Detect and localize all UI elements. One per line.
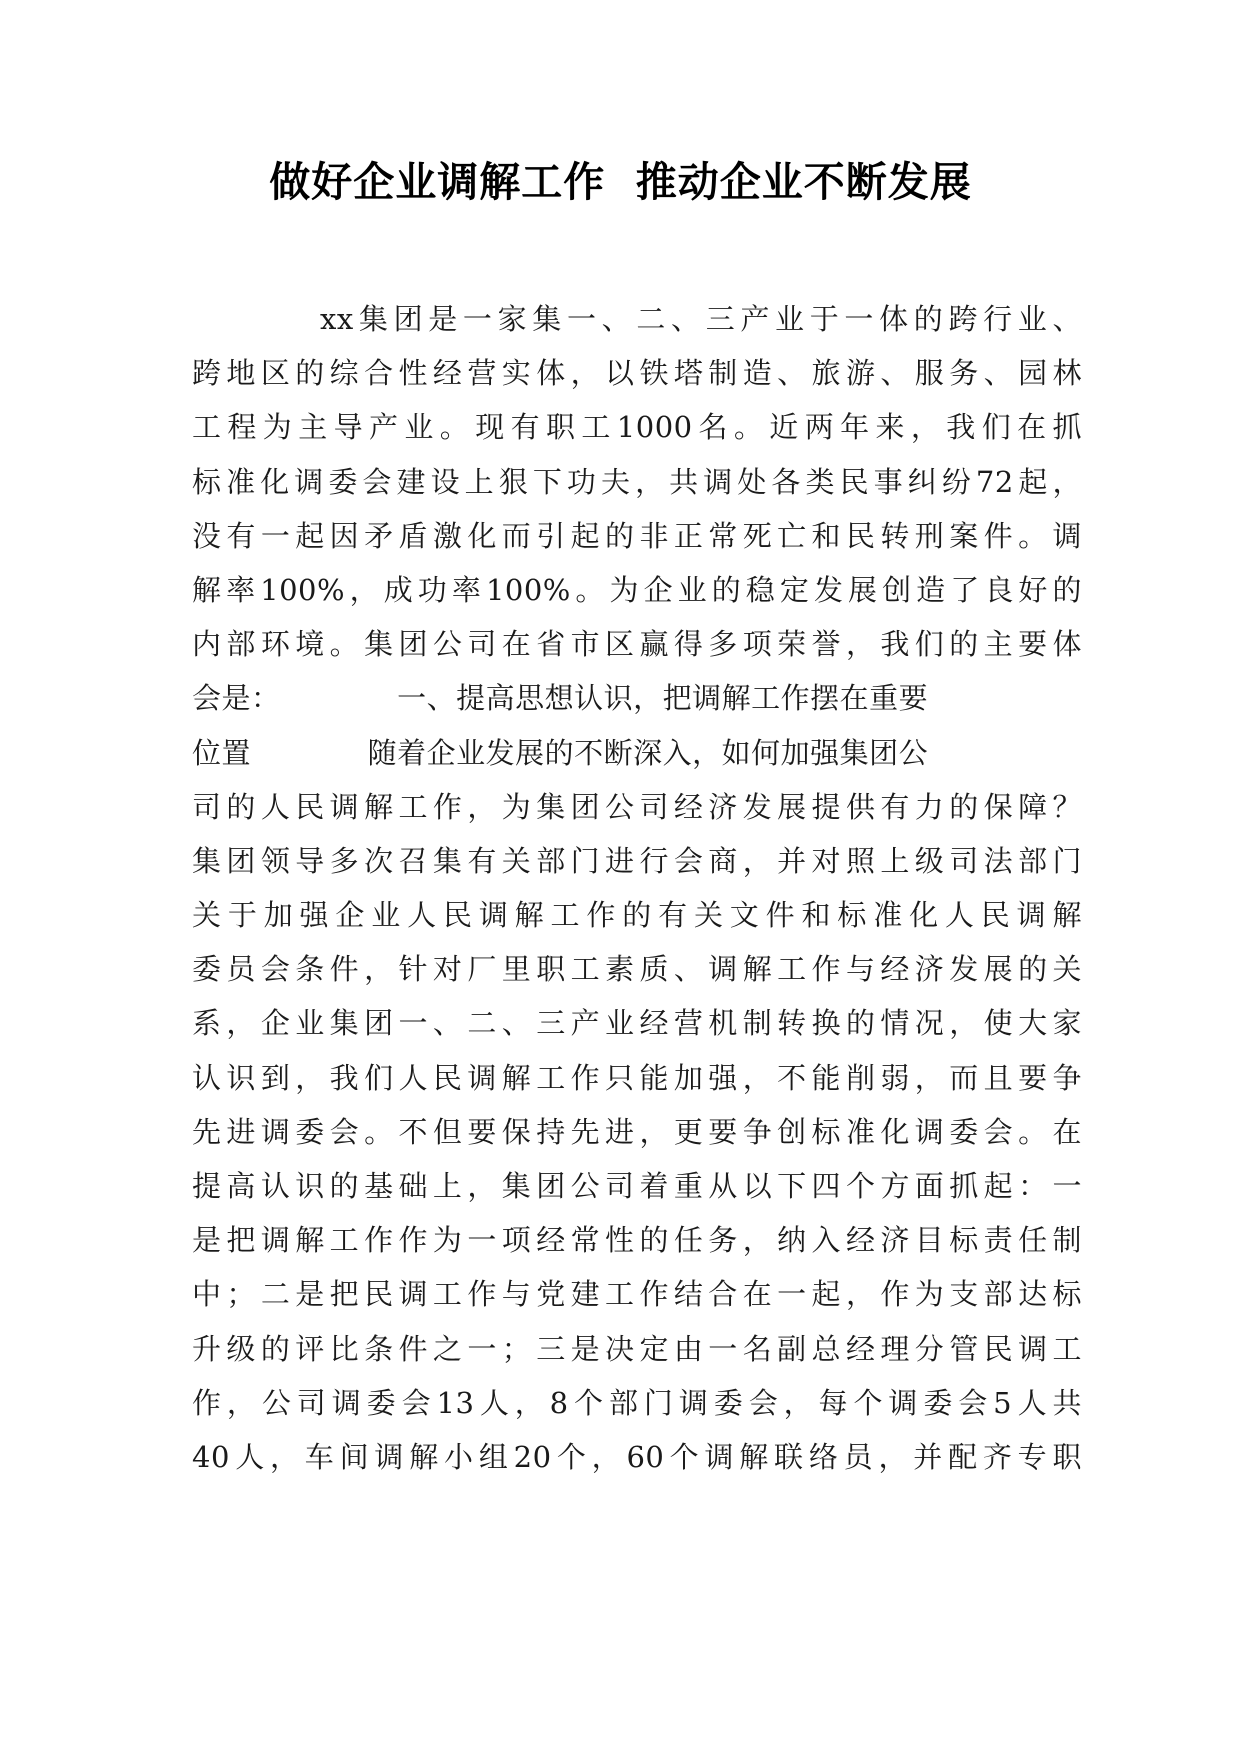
body-line: 先进调委会。不但要保持先进，更要争创标准化调委会。在 (192, 1114, 1082, 1149)
document-title: 做好企业调解工作 推动企业不断发展 (269, 158, 972, 206)
body-line: 中；二是把民调工作与党建工作结合在一起，作为支部达标 (192, 1277, 1082, 1312)
body-line: 司的人民调解工作，为集团公司经济发展提供有力的保障？ (192, 789, 1082, 824)
body-line: 关于加强企业人民调解工作的有关文件和标准化人民调解 (192, 898, 1082, 933)
body-line: 40人，车间调解小组20个，60个调解联络员，并配齐专职 (192, 1439, 1082, 1474)
body-line: 会是： 一、提高思想认识，把调解工作摆在重要 (192, 681, 929, 716)
body-line: 升级的评比条件之一；三是决定由一名副总经理分管民调工 (192, 1331, 1082, 1366)
body-line: 解率100%，成功率100%。为企业的稳定发展创造了良好的 (192, 572, 1082, 607)
body-line: 内部环境。集团公司在省市区赢得多项荣誉，我们的主要体 (192, 627, 1082, 662)
body-line: 工程为主导产业。现有职工1000名。近两年来，我们在抓 (192, 410, 1082, 445)
body-line: 跨地区的综合性经营实体，以铁塔制造、旅游、服务、园林 (192, 356, 1082, 391)
body-line: 没有一起因矛盾激化而引起的非正常死亡和民转刑案件。调 (192, 518, 1082, 553)
body-line: 认识到，我们人民调解工作只能加强，不能削弱，而且要争 (192, 1060, 1082, 1095)
body-line: 作，公司调委会13人，8个部门调委会，每个调委会5人共 (192, 1385, 1082, 1420)
body-line: 标准化调委会建设上狠下功夫，共调处各类民事纠纷72起， (192, 464, 1082, 499)
body-line: 是把调解工作作为一项经常性的任务，纳入经济目标责任制 (192, 1223, 1082, 1258)
body-line: 提高认识的基础上，集团公司着重从以下四个方面抓起：一 (192, 1169, 1082, 1203)
body-line: 委员会条件，针对厂里职工素质、调解工作与经济发展的关 (192, 952, 1082, 987)
body-line: 位置 随着企业发展的不断深入，如何加强集团公 (192, 735, 929, 770)
body-line: xx集团是一家集一、二、三产业于一体的跨行业、 (320, 302, 1082, 336)
body-line: 集团领导多次召集有关部门进行会商，并对照上级司法部门 (192, 843, 1082, 878)
body-line: 系，企业集团一、二、三产业经营机制转换的情况，使大家 (192, 1006, 1082, 1041)
document-body (192, 292, 1082, 1484)
